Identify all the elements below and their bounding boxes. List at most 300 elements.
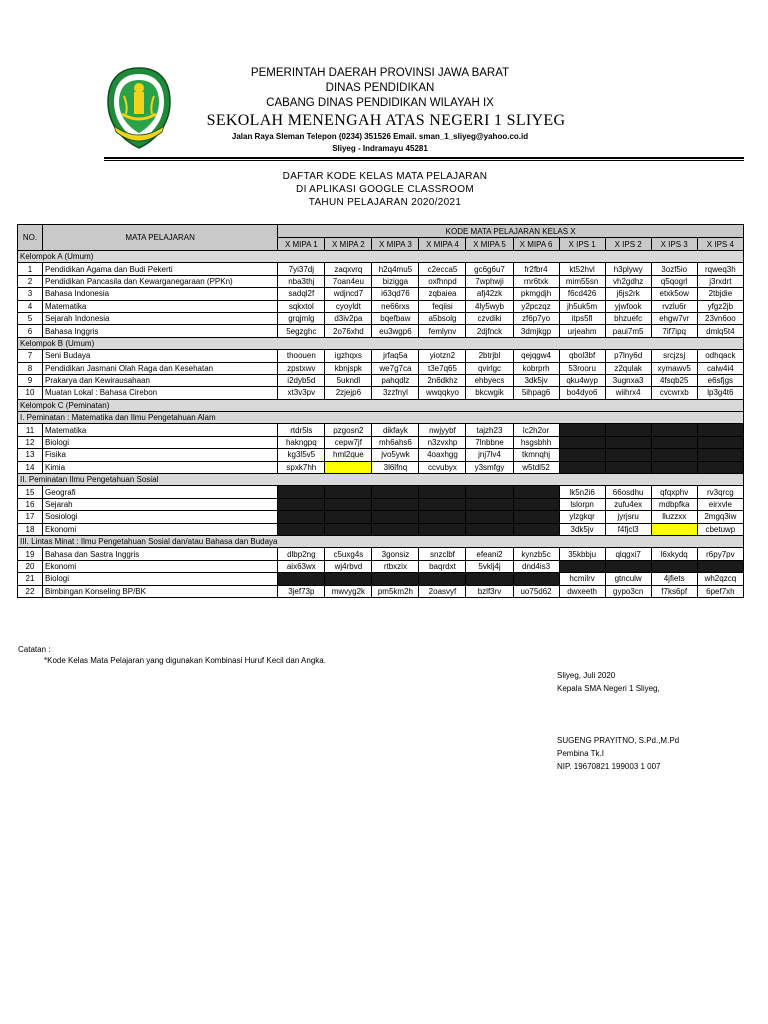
title-line3: TAHUN PELAJARAN 2020/2021: [308, 197, 462, 208]
table-row: [18, 350, 744, 362]
class-code-cell: bqefbaw: [372, 312, 419, 324]
class-code-cell: cepw7jf: [325, 436, 372, 448]
class-code-cell: [559, 424, 605, 436]
class-code-cell: czvdiki: [466, 312, 513, 324]
class-code-cell: sqkxtol: [278, 300, 325, 312]
class-code-cell: lc2h2or: [513, 424, 559, 436]
row-number: 13: [18, 449, 43, 461]
letterhead-line2: DINAS PENDIDIKAN: [325, 82, 435, 94]
school-address: Jalan Raya Sleman Telepon (0234) 351526 Email. sman_1_sliyeg@yahoo.co.id: [231, 132, 529, 141]
class-code-cell: 3dk5jv: [559, 523, 605, 535]
class-code-cell: [278, 486, 325, 498]
table-row: [18, 461, 744, 473]
class-code-cell: 2oasvyf: [419, 585, 466, 597]
header-class-2: X MIPA 2: [325, 238, 372, 251]
class-code-cell: 2djfnck: [466, 325, 513, 337]
group-label: III. Lintas Minat : Ilmu Pengetahuan Sosial dan/atau Bahasa dan Budaya: [18, 535, 744, 547]
class-code-cell: qku4wyp: [559, 374, 605, 386]
class-code-cell: [651, 449, 697, 461]
class-code-cell: 4jfiets: [651, 573, 697, 585]
table-row: [18, 498, 744, 510]
class-code-cell: oxfhnpd: [419, 275, 466, 287]
row-number: 11: [18, 424, 43, 436]
signature-name: SUGENG PRAYITNO, S.Pd.,M.Pd: [557, 736, 680, 745]
class-code-cell: [372, 573, 419, 585]
class-code-cell: 7yi37dj: [278, 263, 325, 275]
class-code-cell: z2qulak: [605, 362, 651, 374]
header-class-10: X IPS 4: [697, 238, 743, 251]
class-code-cell: jnj7lv4: [466, 449, 513, 461]
class-code-cell: bzlf3rv: [466, 585, 513, 597]
row-subject: Bahasa Inggris: [43, 325, 278, 337]
class-code-cell: [419, 511, 466, 523]
class-code-cell: femlynv: [419, 325, 466, 337]
class-code-cell: tkmnqhj: [513, 449, 559, 461]
row-number: 20: [18, 560, 43, 572]
class-code-cell: qlqgxi7: [605, 548, 651, 560]
class-code-cell: 7lnbbne: [466, 436, 513, 448]
class-code-cell: yiotzn2: [419, 350, 466, 362]
row-subject: Pendidikan Pancasila dan Kewarganegaraan (PPKn): [43, 275, 278, 287]
row-number: 14: [18, 461, 43, 473]
table-row: [18, 511, 744, 523]
class-code-cell: j6js2rk: [605, 288, 651, 300]
class-code-cell: 5egzghc: [278, 325, 325, 337]
row-number: 19: [18, 548, 43, 560]
row-number: 17: [18, 511, 43, 523]
class-code-cell: thoouen: [278, 350, 325, 362]
row-subject: Geografi: [43, 486, 278, 498]
class-code-cell: we7g7ca: [372, 362, 419, 374]
class-code-cell: yjwfook: [605, 300, 651, 312]
class-code-cell: eirxvle: [697, 498, 743, 510]
class-code-cell: rvzlu6r: [651, 300, 697, 312]
table-row: [18, 362, 744, 374]
class-code-cell: dmlq5t4: [697, 325, 743, 337]
title-line1: DAFTAR KODE KELAS MATA PELAJARAN: [282, 171, 488, 182]
class-code-cell: c2ecca5: [419, 263, 466, 275]
table-row: [18, 312, 744, 324]
class-code-cell: qejqgw4: [513, 350, 559, 362]
table-row: [18, 436, 744, 448]
class-code-cell: [513, 523, 559, 535]
class-code-cell: odhqack: [697, 350, 743, 362]
table-row: [18, 585, 744, 597]
class-code-cell: hcmilrv: [559, 573, 605, 585]
table-head: [18, 225, 744, 251]
class-code-cell: yfgz2jb: [697, 300, 743, 312]
class-code-cell: 3zzfnyl: [372, 387, 419, 399]
class-code-cell: dlbp2ng: [278, 548, 325, 560]
class-code-cell: 53rooru: [559, 362, 605, 374]
class-code-cell: wwqqkyo: [419, 387, 466, 399]
class-code-cell: ccvubyx: [419, 461, 466, 473]
row-subject: Matematika: [43, 300, 278, 312]
class-code-cell: [651, 424, 697, 436]
province-emblem-logo: [104, 66, 174, 150]
class-code-cell: 23vn6oo: [697, 312, 743, 324]
class-code-cell: [278, 511, 325, 523]
class-code-cell: 35kbbju: [559, 548, 605, 560]
class-code-cell: rtbxzix: [372, 560, 419, 572]
class-code-cell: hml2que: [325, 449, 372, 461]
table-row: [18, 275, 744, 287]
row-number: 4: [18, 300, 43, 312]
notes-text: *Kode Kelas Mata Pelajaran yang digunakan Kombinasi Huruf Kecil dan Angka.: [44, 656, 326, 665]
class-code-cell: [419, 498, 466, 510]
class-code-cell: [559, 436, 605, 448]
row-number: 12: [18, 436, 43, 448]
table-row: [18, 263, 744, 275]
class-code-cell: d3iv2pa: [325, 312, 372, 324]
school-name: SEKOLAH MENENGAH ATAS NEGERI 1 SLIYEG: [206, 112, 566, 129]
class-code-cell: zpstxwv: [278, 362, 325, 374]
row-number: 3: [18, 288, 43, 300]
class-code-cell: 7oan4eu: [325, 275, 372, 287]
class-code-cell: 5ihpag6: [513, 387, 559, 399]
class-code-cell: 6pef7xh: [697, 585, 743, 597]
class-code-cell: dnd4is3: [513, 560, 559, 572]
letterhead-line3: CABANG DINAS PENDIDIKAN WILAYAH IX: [266, 97, 494, 109]
class-code-cell: mwvyg2k: [325, 585, 372, 597]
class-code-cell: jyrjsru: [605, 511, 651, 523]
class-code-cell: tajzh23: [466, 424, 513, 436]
header-class-4: X MIPA 4: [419, 238, 466, 251]
row-subject: Kimia: [43, 461, 278, 473]
row-subject: Biologi: [43, 573, 278, 585]
row-number: 18: [18, 523, 43, 535]
class-code-cell: efeani2: [466, 548, 513, 560]
class-code-cell: [372, 486, 419, 498]
class-code-cell: rqweq3h: [697, 263, 743, 275]
table-row: [18, 374, 744, 386]
class-code-cell: pahqdlz: [372, 374, 419, 386]
row-number: 9: [18, 374, 43, 386]
header-class-6: X MIPA 6: [513, 238, 559, 251]
class-code-cell: e6sfjgs: [697, 374, 743, 386]
class-code-cell: a5bsolg: [419, 312, 466, 324]
class-code-cell: [513, 511, 559, 523]
row-subject: Bahasa dan Sastra Inggris: [43, 548, 278, 560]
class-code-table: [17, 224, 744, 598]
class-code-cell: [513, 486, 559, 498]
class-code-cell: j3rxdrt: [697, 275, 743, 287]
class-code-cell: [419, 573, 466, 585]
class-code-cell: zqbaiea: [419, 288, 466, 300]
class-code-cell: wj4rbvd: [325, 560, 372, 572]
table-row: [18, 523, 744, 535]
group-label: Kelompok A (Umum): [18, 251, 744, 263]
class-code-cell: [697, 449, 743, 461]
signature-place-date: Sliyeg, Juli 2020: [557, 671, 616, 680]
class-code-cell: [605, 461, 651, 473]
header-class-3: X MIPA 3: [372, 238, 419, 251]
class-code-cell: q5qogrl: [651, 275, 697, 287]
class-code-cell: [325, 573, 372, 585]
class-code-cell: pkmgdjh: [513, 288, 559, 300]
class-code-cell: rv3qrcg: [697, 486, 743, 498]
class-code-cell: pm5km2h: [372, 585, 419, 597]
row-number: 5: [18, 312, 43, 324]
class-code-cell: mim55sn: [559, 275, 605, 287]
class-code-cell: [697, 424, 743, 436]
group-row: [18, 535, 744, 547]
class-code-cell: hsgsbhh: [513, 436, 559, 448]
class-code-cell: [278, 523, 325, 535]
letterhead-rule-thin: [104, 160, 744, 161]
class-code-cell: 2tbjdie: [697, 288, 743, 300]
class-code-cell: cbetuwp: [697, 523, 743, 535]
class-code-cell: f7ks6pf: [651, 585, 697, 597]
class-code-cell: jrfaq5a: [372, 350, 419, 362]
class-code-cell: rnr6txk: [513, 275, 559, 287]
class-code-cell: lluzzxx: [651, 511, 697, 523]
group-label: Kelompok B (Umum): [18, 337, 744, 349]
class-code-cell: kt52hvl: [559, 263, 605, 275]
class-code-cell: igzhqxs: [325, 350, 372, 362]
row-subject: Biologi: [43, 436, 278, 448]
title-line2: DI APLIKASI GOOGLE CLASSROOM: [296, 184, 474, 195]
class-code-cell: gtnculw: [605, 573, 651, 585]
class-code-cell: [325, 486, 372, 498]
class-code-cell: qbol3bf: [559, 350, 605, 362]
group-label: I. Peminatan : Matematika dan Ilmu Pengetahuan Alam: [18, 412, 744, 424]
class-code-cell: [513, 498, 559, 510]
class-code-cell: 4fsqb25: [651, 374, 697, 386]
class-code-cell: bo4dyo6: [559, 387, 605, 399]
class-code-cell: c5uxg4s: [325, 548, 372, 560]
row-number: 10: [18, 387, 43, 399]
group-label: Kelompok C (Peminatan): [18, 399, 744, 411]
class-code-cell: wiihrx4: [605, 387, 651, 399]
class-code-cell: 5ukndl: [325, 374, 372, 386]
signature-position: Kepala SMA Negeri 1 Sliyeg,: [557, 684, 660, 693]
class-code-cell: [559, 560, 605, 572]
class-code-cell: w5tdl52: [513, 461, 559, 473]
class-code-cell: aix63wx: [278, 560, 325, 572]
class-code-cell: 2zjejp6: [325, 387, 372, 399]
class-code-cell: r6py7pv: [697, 548, 743, 560]
class-code-cell: [466, 498, 513, 510]
class-code-cell: jvo5ywk: [372, 449, 419, 461]
class-code-cell: [697, 436, 743, 448]
row-subject: Bimbingan Konseling BP/BK: [43, 585, 278, 597]
class-code-cell: 2o76xhd: [325, 325, 372, 337]
class-code-cell: lp3g4t6: [697, 387, 743, 399]
row-subject: Ekonomi: [43, 560, 278, 572]
class-code-cell: [559, 449, 605, 461]
class-code-cell: ne66rxs: [372, 300, 419, 312]
class-code-cell: wdjncd7: [325, 288, 372, 300]
row-number: 21: [18, 573, 43, 585]
row-subject: Pendidikan Jasmani Olah Raga dan Kesehatan: [43, 362, 278, 374]
class-code-cell: [372, 511, 419, 523]
class-code-cell: pzgosn2: [325, 424, 372, 436]
group-label: II. Peminatan Ilmu Pengetahuan Sosial: [18, 474, 744, 486]
class-code-cell: sadql2f: [278, 288, 325, 300]
class-code-cell: [325, 511, 372, 523]
class-code-cell: srcjzsj: [651, 350, 697, 362]
class-code-cell: y2pczqz: [513, 300, 559, 312]
class-code-cell: xymawv5: [651, 362, 697, 374]
class-code-cell: ehbyecs: [466, 374, 513, 386]
class-code-cell: 7wphwji: [466, 275, 513, 287]
row-subject: Ekonomi: [43, 523, 278, 535]
class-code-cell: kbnjspk: [325, 362, 372, 374]
class-code-cell: h3plywy: [605, 263, 651, 275]
header-class-9: X IPS 3: [651, 238, 697, 251]
class-code-cell: 3gonsiz: [372, 548, 419, 560]
class-code-cell: 66osdhu: [605, 486, 651, 498]
row-subject: Bahasa Indonesia: [43, 288, 278, 300]
class-code-cell: 3jef73p: [278, 585, 325, 597]
group-row: [18, 251, 744, 263]
class-code-cell: vh2gdhz: [605, 275, 651, 287]
school-city: Sliyeg - Indramayu 45281: [332, 144, 428, 153]
class-code-cell: urjeahm: [559, 325, 605, 337]
class-code-cell: [651, 461, 697, 473]
header-class-7: X IPS 1: [559, 238, 605, 251]
row-number: 22: [18, 585, 43, 597]
class-code-cell: 3dmjkgp: [513, 325, 559, 337]
letterhead-address-block: [180, 131, 580, 155]
class-code-cell: 4oaxhgg: [419, 449, 466, 461]
row-number: 7: [18, 350, 43, 362]
class-code-cell: [278, 573, 325, 585]
class-code-cell: qvirlgc: [466, 362, 513, 374]
class-code-cell: h2q4mu5: [372, 263, 419, 275]
row-number: 6: [18, 325, 43, 337]
class-code-cell: i63qd76: [372, 288, 419, 300]
row-subject: Pendidikan Agama dan Budi Pekerti: [43, 263, 278, 275]
group-row: [18, 399, 744, 411]
class-code-cell: 3dk5jv: [513, 374, 559, 386]
table-body: [18, 251, 744, 598]
class-code-cell: cvcwrxb: [651, 387, 697, 399]
class-code-cell: uo75d62: [513, 585, 559, 597]
class-code-cell: 2n6dkhz: [419, 374, 466, 386]
row-subject: Muatan Lokal : Bahasa Cirebon: [43, 387, 278, 399]
class-code-cell: [466, 486, 513, 498]
class-code-cell: nwjyybf: [419, 424, 466, 436]
class-code-cell: wh2qzcq: [697, 573, 743, 585]
class-code-cell: 2btrjbl: [466, 350, 513, 362]
class-code-cell: [559, 461, 605, 473]
class-code-cell: [605, 449, 651, 461]
table-row: [18, 560, 744, 572]
row-subject: Sejarah: [43, 498, 278, 510]
class-code-cell: [419, 486, 466, 498]
header-class-5: X MIPA 5: [466, 238, 513, 251]
class-code-cell: [513, 573, 559, 585]
header-subject: MATA PELAJARAN: [43, 225, 278, 251]
class-code-cell: [325, 498, 372, 510]
class-code-cell: [466, 511, 513, 523]
row-number: 15: [18, 486, 43, 498]
group-row: [18, 412, 744, 424]
signature-nip: NIP. 19670821 199003 1 007: [557, 762, 661, 771]
class-code-cell: [466, 573, 513, 585]
class-code-cell: zufu4ex: [605, 498, 651, 510]
header-class-1: X MIPA 1: [278, 238, 325, 251]
class-code-cell: [605, 436, 651, 448]
table-row: [18, 548, 744, 560]
row-subject: Sosiologi: [43, 511, 278, 523]
class-code-cell: dikfayk: [372, 424, 419, 436]
header-no: NO.: [18, 225, 43, 251]
table-row: [18, 387, 744, 399]
row-number: 8: [18, 362, 43, 374]
class-code-cell: f4fjcl3: [605, 523, 651, 535]
class-code-cell: [605, 560, 651, 572]
class-code-cell: zaqxvrq: [325, 263, 372, 275]
class-code-cell: 3l6lfnq: [372, 461, 419, 473]
table-row: [18, 486, 744, 498]
class-code-cell: nba3thj: [278, 275, 325, 287]
class-code-cell: bkcwgik: [466, 387, 513, 399]
table-row: [18, 449, 744, 461]
class-code-cell: jh5uk5m: [559, 300, 605, 312]
class-code-cell: zf6p7yo: [513, 312, 559, 324]
row-subject: Sejarah Indonesia: [43, 312, 278, 324]
class-code-cell: [651, 436, 697, 448]
class-code-cell: lk5n2i6: [559, 486, 605, 498]
class-code-cell: spxk7hh: [278, 461, 325, 473]
class-code-cell: baqrdxt: [419, 560, 466, 572]
class-code-cell: calw4i4: [697, 362, 743, 374]
class-code-cell: mh6ahs6: [372, 436, 419, 448]
class-code-cell: y3smfgy: [466, 461, 513, 473]
class-code-cell: etxk5ow: [651, 288, 697, 300]
class-code-cell: mdbpfka: [651, 498, 697, 510]
class-code-cell: kynzb5c: [513, 548, 559, 560]
letterhead-institution: [180, 66, 580, 111]
signature-rank: Pembina Tk.I: [557, 749, 604, 758]
class-code-cell: paui7m5: [605, 325, 651, 337]
table-row: [18, 424, 744, 436]
class-code-cell: 2mgq3iw: [697, 511, 743, 523]
group-row: [18, 337, 744, 349]
class-code-cell: [372, 498, 419, 510]
class-code-cell: feqiisi: [419, 300, 466, 312]
class-code-cell: [466, 523, 513, 535]
row-subject: Seni Budaya: [43, 350, 278, 362]
class-code-cell: [419, 523, 466, 535]
class-code-cell: [697, 560, 743, 572]
class-code-cell: 5vklj4j: [466, 560, 513, 572]
class-code-cell: eu3wgp6: [372, 325, 419, 337]
class-code-cell: qfqxphv: [651, 486, 697, 498]
class-code-cell: l6xkydq: [651, 548, 697, 560]
class-code-cell: i2dyb5d: [278, 374, 325, 386]
class-code-cell: ehgw7vr: [651, 312, 697, 324]
class-code-cell: [697, 461, 743, 473]
table-row: [18, 288, 744, 300]
class-code-cell: [651, 523, 697, 535]
document-title: [200, 170, 570, 209]
row-number: 16: [18, 498, 43, 510]
class-code-cell: xt3v3pv: [278, 387, 325, 399]
table-row: [18, 300, 744, 312]
class-code-cell: hakngpq: [278, 436, 325, 448]
class-code-cell: kg3l5v5: [278, 449, 325, 461]
class-code-cell: bizigga: [372, 275, 419, 287]
class-code-cell: 4ly5wyb: [466, 300, 513, 312]
class-code-cell: snzclbf: [419, 548, 466, 560]
class-code-cell: bhzuefc: [605, 312, 651, 324]
table-row: [18, 325, 744, 337]
class-code-cell: gc6g6u7: [466, 263, 513, 275]
